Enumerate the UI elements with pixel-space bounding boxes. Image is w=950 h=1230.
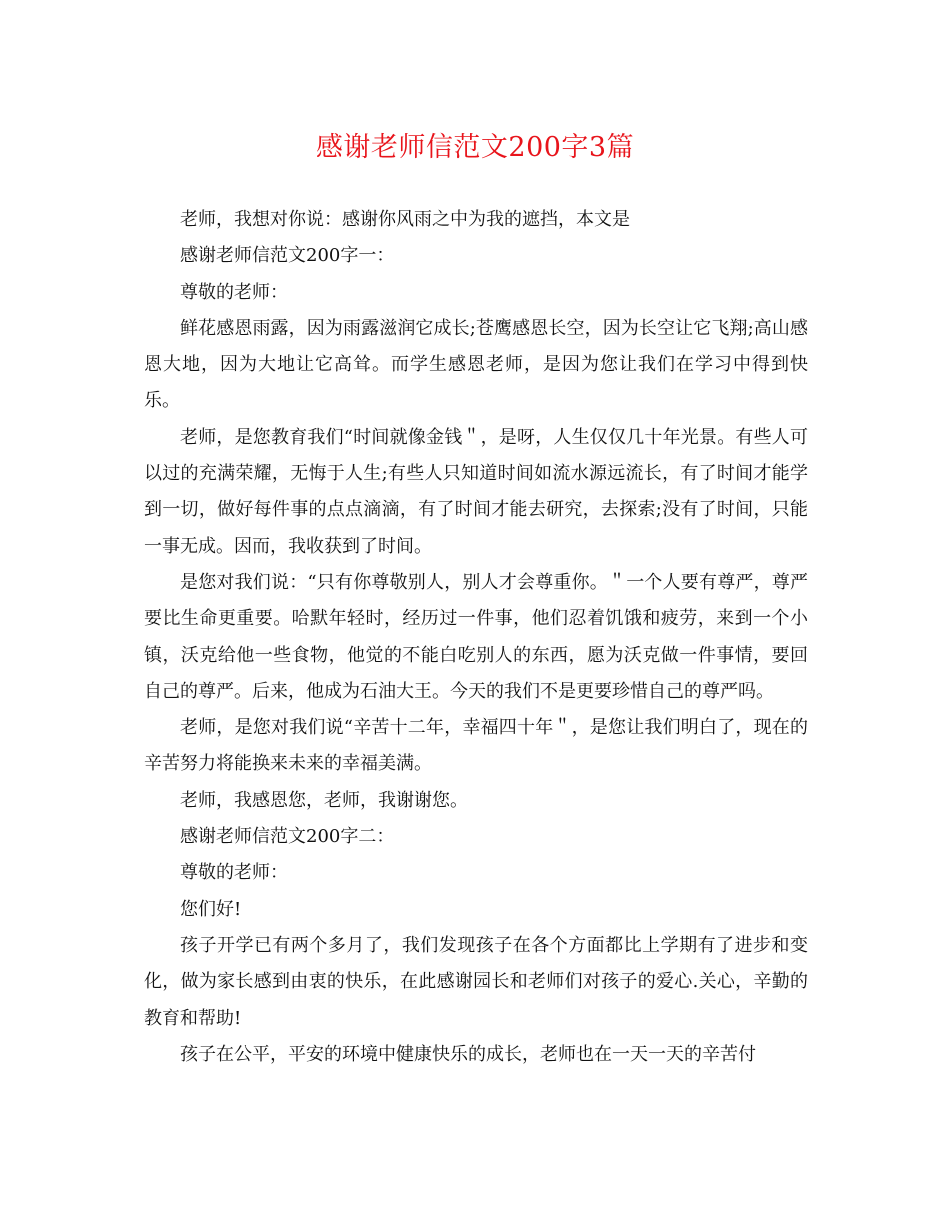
paragraph: 鲜花感恩雨露，因为雨露滋润它成长;苍鹰感恩长空，因为长空让它飞翔;高山感恩大地，因为大地让它高耸。而学生感恩老师，是因为您让我们在学习中得到快乐。 — [144, 317, 808, 412]
paragraph: 老师，是您对我们说“辛苦十二年，幸福四十年＂，是您让我们明白了，现在的辛苦努力将能换来未来的幸福美满。 — [144, 717, 808, 775]
document-body — [144, 202, 808, 1073]
section-heading-one: 感谢老师信范文200字一： — [180, 245, 395, 267]
paragraph: 老师，我感恩您，老师，我谢谢您。 — [180, 789, 468, 811]
paragraph-intro: 老师，我想对你说：感谢你风雨之中为我的遮挡，本文是 — [180, 209, 630, 230]
paragraph: 孩子在公平，平安的环境中健康快乐的成长，老师也在一天一天的辛苦付 — [180, 1043, 756, 1065]
paragraph: 孩子开学已有两个多月了，我们发现孩子在各个方面都比上学期有了进步和变化，做为家长感到由衷的快乐，在此感谢园长和老师们对孩子的爱心.关心，辛勤的教育和帮助! — [144, 934, 808, 1029]
paragraph: 是您对我们说：“只有你尊敬别人，别人才会尊重你。＂一个人要有尊严，尊严要比生命更重要。哈默年轻时，经历过一件事，他们忍着饥饿和疲劳，来到一个小镇，沃克给他一些食物，他觉的不能白吃别人的东西，愿为沃克做一件事情，要回自己的尊严。后来，他成为石油大王。今天的我们不是更要珍惜自己的尊严吗。 — [144, 571, 808, 702]
paragraph: 老师，是您教育我们“时间就像金钱＂，是呀，人生仅仅几十年光景。有些人可以过的充满荣耀，无悔于人生;有些人只知道时间如流水源远流长，有了时间才能学到一切，做好每件事的点点滴滴，有了时间才能去研究，去探索;没有了时间，只能一事无成。因而，我收获到了时间。 — [144, 426, 808, 557]
document-title: 感谢老师信范文200字3篇 — [315, 132, 635, 163]
greeting: 您们好! — [180, 898, 242, 920]
section-heading-two: 感谢老师信范文200字二： — [180, 826, 395, 848]
salutation: 尊敬的老师： — [180, 281, 288, 303]
salutation: 尊敬的老师： — [180, 862, 288, 884]
